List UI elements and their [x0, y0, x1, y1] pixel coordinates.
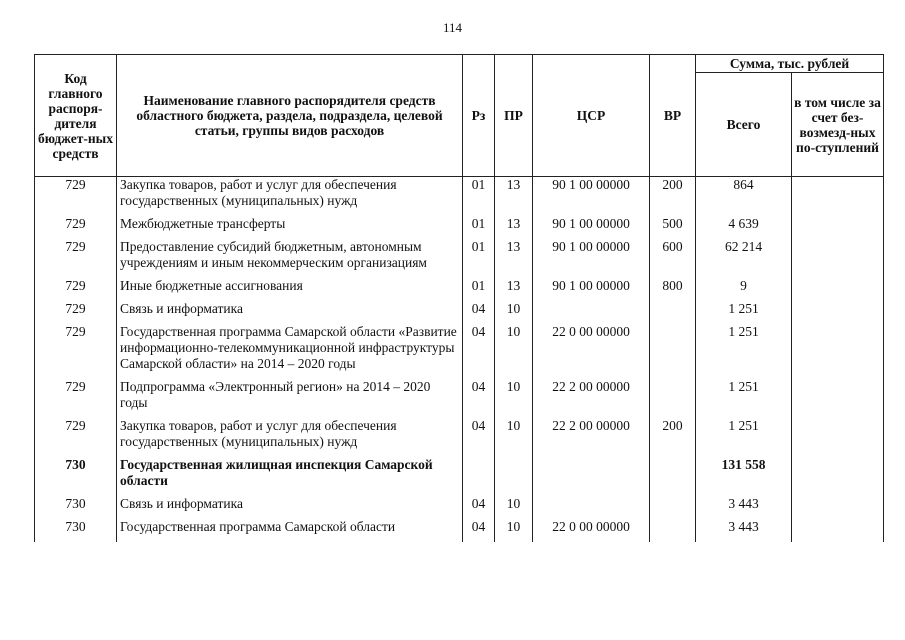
cell-code: 729: [35, 324, 117, 379]
cell-grant: [792, 216, 884, 239]
cell-code: 729: [35, 177, 117, 217]
cell-grant: [792, 278, 884, 301]
cell-grant: [792, 239, 884, 278]
cell-code: 730: [35, 496, 117, 519]
cell-name: Государственная программа Самарской области: [117, 519, 463, 542]
cell-vr: 500: [650, 216, 696, 239]
header-name: Наименование главного распорядителя средств областного бюджета, раздела, подраздела, целевой статьи, группы видов расходов: [117, 55, 463, 177]
cell-name: Межбюджетные трансферты: [117, 216, 463, 239]
cell-total: 62 214: [696, 239, 792, 278]
cell-grant: [792, 519, 884, 542]
cell-total: 1 251: [696, 379, 792, 418]
page-number: 114: [442, 20, 463, 35]
table-row: [35, 278, 884, 301]
header-grant: в том числе за счет без-возмезд-ных по-ступлений: [792, 73, 884, 177]
cell-name: Иные бюджетные ассигнования: [117, 278, 463, 301]
table-row: [35, 216, 884, 239]
cell-csr: 22 2 00 00000: [533, 418, 650, 457]
cell-vr: 800: [650, 278, 696, 301]
cell-vr: [650, 496, 696, 519]
cell-code: 729: [35, 216, 117, 239]
cell-vr: [650, 519, 696, 542]
cell-pr: 10: [495, 418, 533, 457]
cell-csr: 90 1 00 00000: [533, 216, 650, 239]
cell-grant: [792, 496, 884, 519]
cell-code: 730: [35, 519, 117, 542]
table-row: [35, 177, 884, 217]
cell-total: 864: [696, 177, 792, 217]
cell-vr: 200: [650, 418, 696, 457]
cell-grant: [792, 418, 884, 457]
cell-name: Связь и информатика: [117, 301, 463, 324]
cell-total: 131 558: [696, 457, 792, 496]
cell-code: 729: [35, 418, 117, 457]
cell-rz: 04: [463, 324, 495, 379]
cell-name: Подпрограмма «Электронный регион» на 2014 – 2020 годы: [117, 379, 463, 418]
table-row: [35, 519, 884, 542]
cell-csr: 90 1 00 00000: [533, 177, 650, 217]
cell-csr: 22 0 00 00000: [533, 324, 650, 379]
cell-grant: [792, 379, 884, 418]
cell-rz: 01: [463, 216, 495, 239]
cell-vr: [650, 324, 696, 379]
header-vr: ВР: [650, 55, 696, 177]
table-row: [35, 324, 884, 379]
cell-pr: 13: [495, 278, 533, 301]
cell-vr: [650, 379, 696, 418]
cell-rz: 04: [463, 301, 495, 324]
cell-vr: 600: [650, 239, 696, 278]
header-rz: Рз: [463, 55, 495, 177]
header-pr: ПР: [495, 55, 533, 177]
header-csr: ЦСР: [533, 55, 650, 177]
cell-code: 730: [35, 457, 117, 496]
cell-pr: 10: [495, 324, 533, 379]
cell-total: 4 639: [696, 216, 792, 239]
cell-grant: [792, 457, 884, 496]
table-row: [35, 379, 884, 418]
table-row: [35, 457, 884, 496]
header-total: Всего: [696, 73, 792, 177]
cell-vr: [650, 457, 696, 496]
cell-csr: [533, 496, 650, 519]
cell-grant: [792, 177, 884, 217]
table-row: [35, 301, 884, 324]
budget-table: [34, 54, 884, 542]
cell-total: 1 251: [696, 301, 792, 324]
cell-grant: [792, 301, 884, 324]
cell-code: 729: [35, 379, 117, 418]
cell-total: 3 443: [696, 519, 792, 542]
cell-vr: [650, 301, 696, 324]
cell-rz: 04: [463, 519, 495, 542]
cell-pr: 10: [495, 301, 533, 324]
table-row: [35, 239, 884, 278]
cell-name: Закупка товаров, работ и услуг для обеспечения государственных (муниципальных) нужд: [117, 177, 463, 217]
cell-csr: [533, 457, 650, 496]
cell-pr: 10: [495, 496, 533, 519]
cell-pr: [495, 457, 533, 496]
cell-rz: [463, 457, 495, 496]
header-code: Код главного распоря-дителя бюджет-ных средств: [35, 55, 117, 177]
cell-total: 1 251: [696, 418, 792, 457]
cell-pr: 13: [495, 239, 533, 278]
cell-csr: 22 0 00 00000: [533, 519, 650, 542]
cell-total: 9: [696, 278, 792, 301]
cell-rz: 04: [463, 496, 495, 519]
table-body: [35, 177, 884, 543]
cell-csr: 90 1 00 00000: [533, 239, 650, 278]
table-row: [35, 418, 884, 457]
cell-name: Государственная программа Самарской области «Развитие информационно-телекоммуникационной инфраструктуры Самарской области» на 2014 – 2020 годы: [117, 324, 463, 379]
cell-pr: 13: [495, 177, 533, 217]
cell-pr: 10: [495, 519, 533, 542]
cell-csr: 90 1 00 00000: [533, 278, 650, 301]
table-row: [35, 496, 884, 519]
cell-code: 729: [35, 239, 117, 278]
cell-rz: 01: [463, 177, 495, 217]
cell-pr: 13: [495, 216, 533, 239]
cell-grant: [792, 324, 884, 379]
cell-vr: 200: [650, 177, 696, 217]
cell-rz: 04: [463, 379, 495, 418]
cell-rz: 01: [463, 239, 495, 278]
cell-name: Предоставление субсидий бюджетным, автономным учреждениям и иным некоммерческим организациям: [117, 239, 463, 278]
cell-name: Связь и информатика: [117, 496, 463, 519]
cell-code: 729: [35, 278, 117, 301]
cell-csr: [533, 301, 650, 324]
cell-name: Государственная жилищная инспекция Самарской области: [117, 457, 463, 496]
header-sum: Сумма, тыс. рублей: [696, 55, 884, 73]
cell-total: 1 251: [696, 324, 792, 379]
cell-pr: 10: [495, 379, 533, 418]
cell-total: 3 443: [696, 496, 792, 519]
cell-code: 729: [35, 301, 117, 324]
cell-name: Закупка товаров, работ и услуг для обеспечения государственных (муниципальных) нужд: [117, 418, 463, 457]
cell-rz: 04: [463, 418, 495, 457]
cell-csr: 22 2 00 00000: [533, 379, 650, 418]
cell-rz: 01: [463, 278, 495, 301]
